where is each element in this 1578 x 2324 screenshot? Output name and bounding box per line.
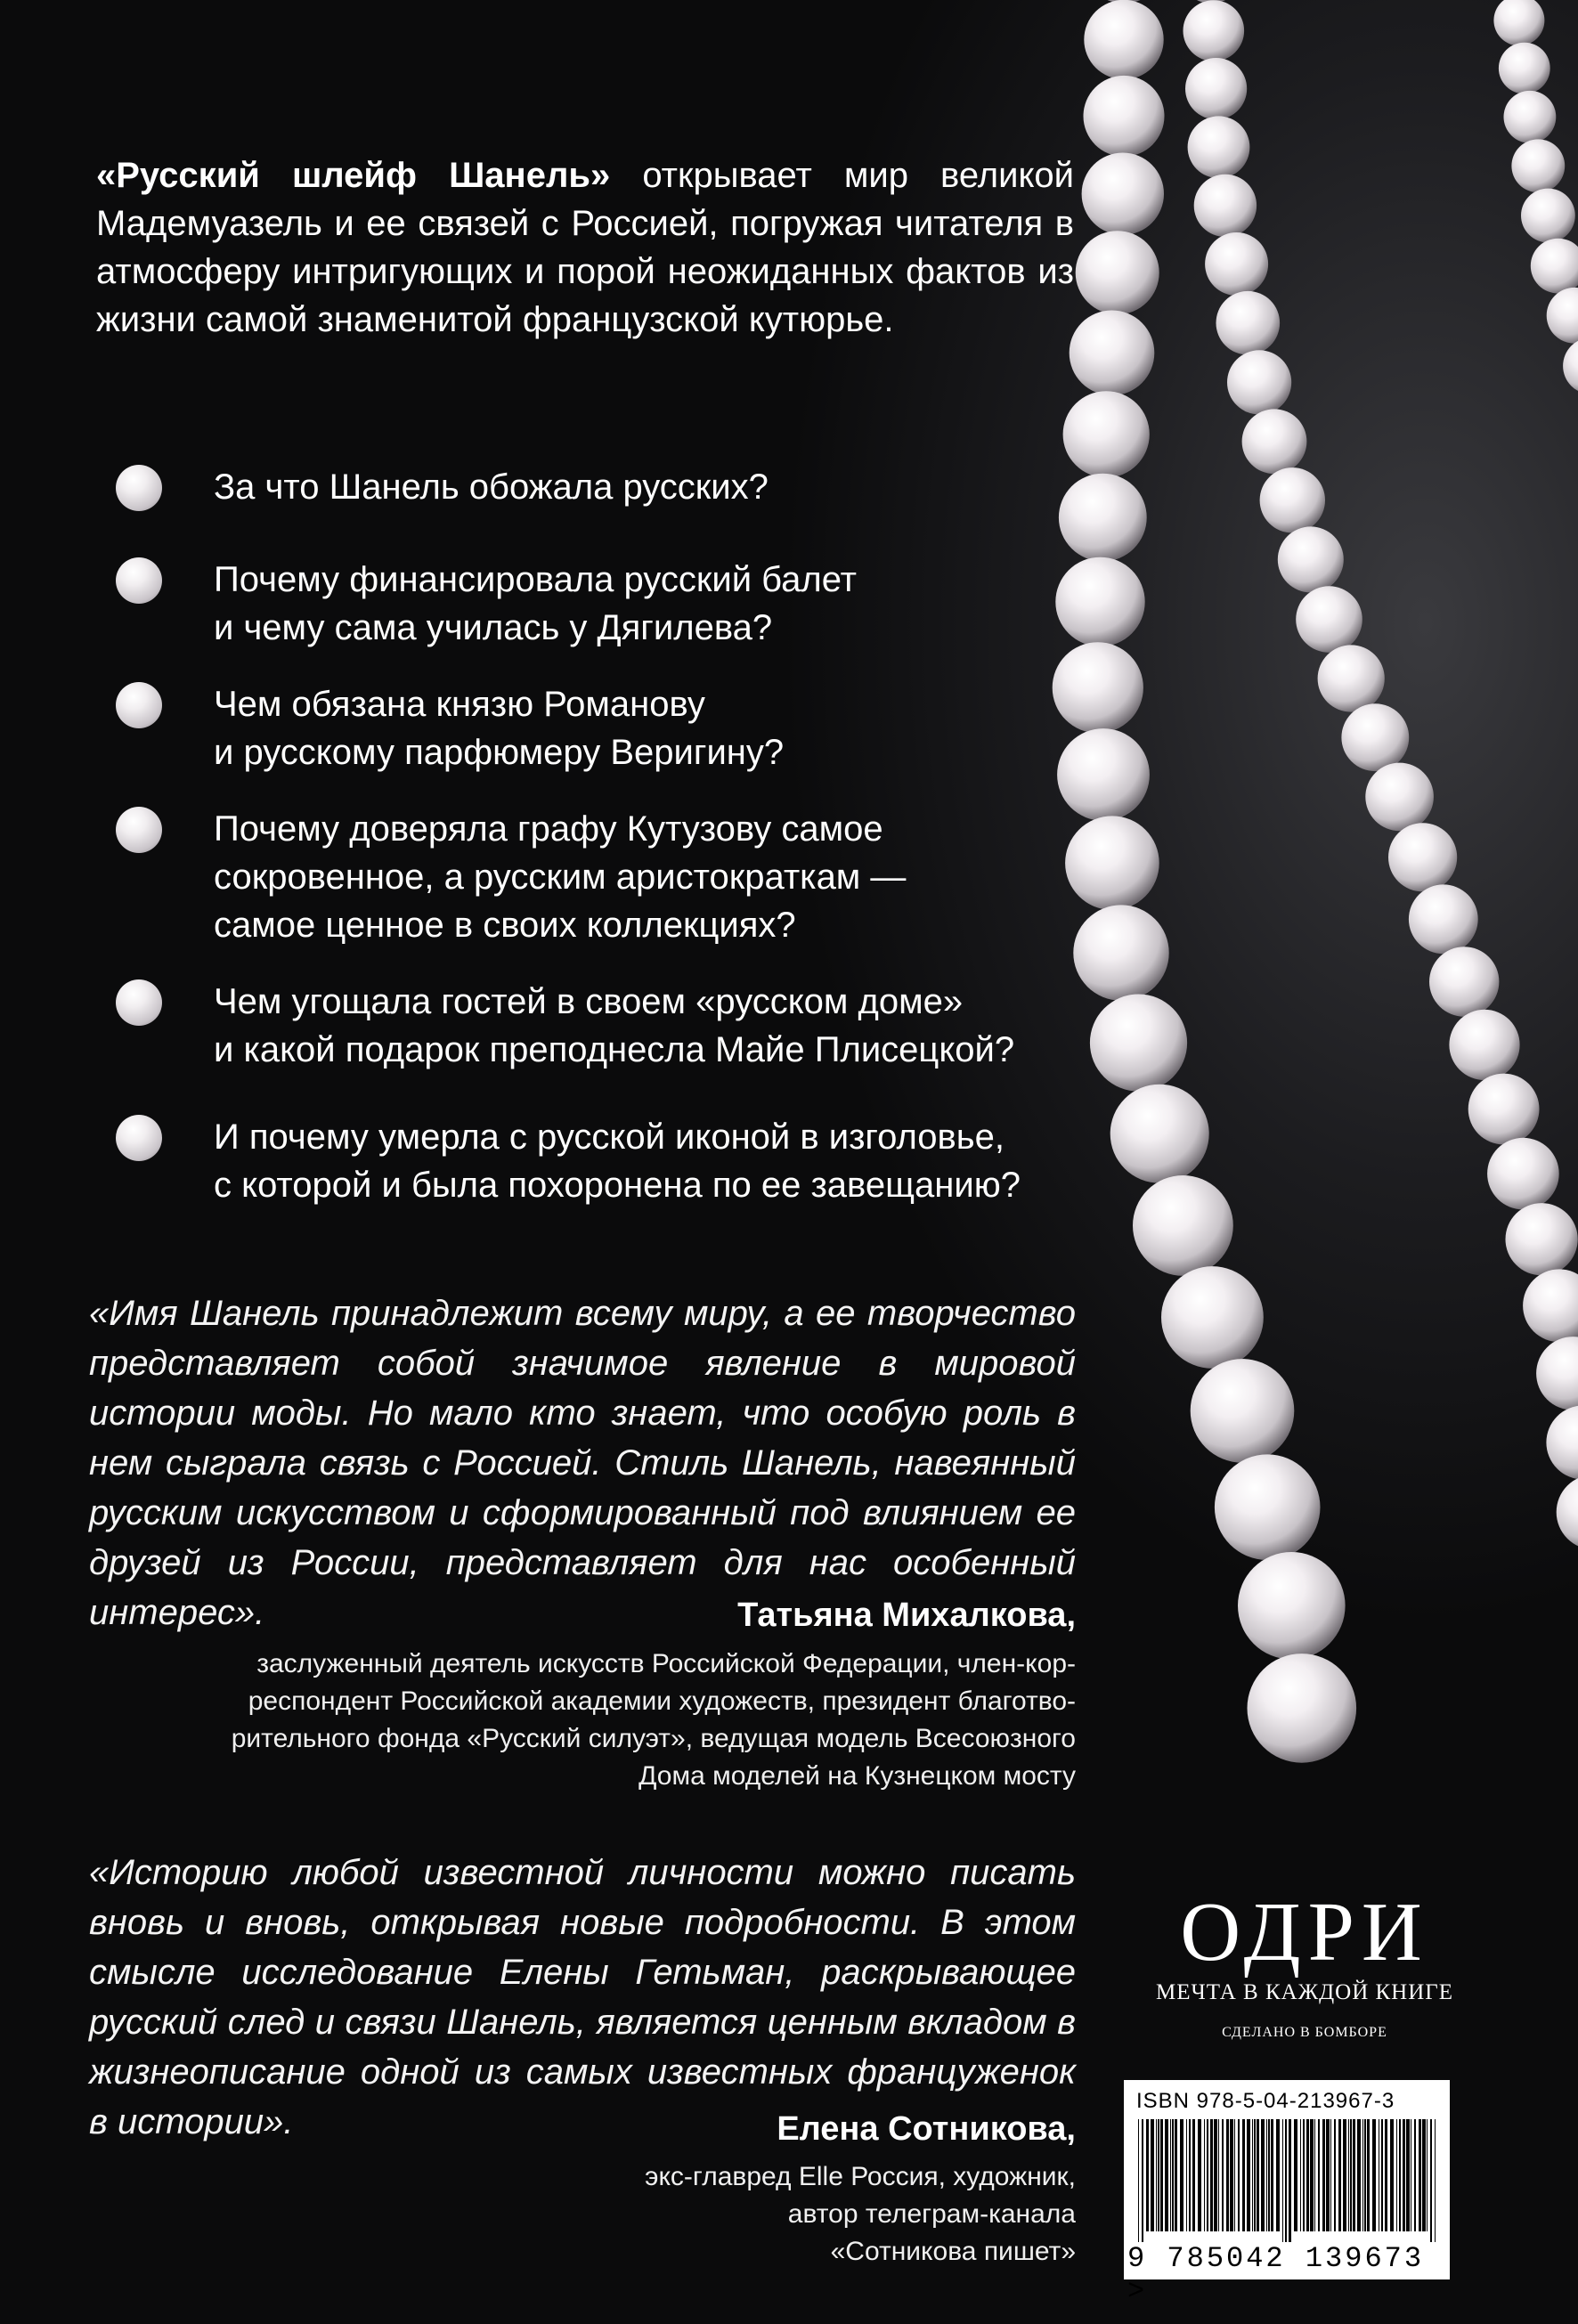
pearl — [1506, 1203, 1578, 1275]
barcode-bar — [1234, 2119, 1235, 2231]
pearl-bullet-icon — [116, 1115, 162, 1161]
isbn-label: ISBN 978-5-04-213967-3 — [1136, 2089, 1395, 2113]
barcode-bar — [1422, 2119, 1426, 2231]
barcode-bar — [1261, 2119, 1265, 2231]
logo-tagline: МЕЧТА В КАЖДОЙ КНИГЕ — [1155, 1980, 1454, 2004]
pearl — [1110, 1085, 1209, 1183]
barcode-bar — [1257, 2119, 1259, 2231]
question-text: Чем обязана князю Романову и русскому парфюмеру Веригину? — [214, 685, 785, 772]
pearl — [1487, 1138, 1559, 1210]
barcode-bar — [1204, 2119, 1205, 2231]
barcode-bar — [1285, 2119, 1287, 2242]
barcode-bar — [1142, 2119, 1143, 2242]
barcode-bar — [1357, 2119, 1361, 2231]
pearl-bullet-icon — [116, 979, 162, 1026]
barcode-bar — [1238, 2119, 1240, 2231]
quote-mikhalkova: «Имя Шанель принадлежит всему миру, а ее творчество представляет собой значимое явление в мировой истории моды. Но мало кто знает, что особую роль в нем сыграла связь с Россией. Стиль Шанель, навеянный русским искусством и сформированный под влиянием ее друзей из России, представляет для нас особенный интерес». — [89, 1294, 1076, 1632]
pearl — [1318, 645, 1385, 711]
barcode-bar — [1334, 2119, 1336, 2231]
barcode-bar — [1294, 2119, 1297, 2231]
barcode-bar — [1218, 2119, 1219, 2231]
pearl — [1191, 1359, 1295, 1463]
pearl — [1260, 467, 1325, 532]
barcode-bar — [1406, 2119, 1410, 2231]
pearl — [1090, 995, 1187, 1092]
barcode-bar — [1242, 2119, 1245, 2231]
list-item — [116, 680, 1104, 776]
barcode-bar — [1180, 2119, 1184, 2231]
pearl — [1215, 1454, 1321, 1560]
pearl-bullet-icon — [116, 682, 162, 728]
barcode-bar — [1172, 2119, 1174, 2231]
quote-credit-sotnikova: экс-главред Elle Россия, художник, автор телеграм-канала «Сотникова пишет» — [645, 2162, 1076, 2266]
barcode-bar — [1192, 2119, 1195, 2231]
quote-author-mikhalkova: Татьяна Михалкова, — [737, 1597, 1076, 1634]
question-text: За что Шанель обожала русских? — [214, 467, 769, 507]
barcode-bar — [1414, 2119, 1416, 2231]
intro-paragraph — [96, 151, 1074, 344]
pearl — [1557, 1475, 1578, 1549]
pearl — [1185, 58, 1247, 119]
barcode-bar — [1419, 2119, 1421, 2231]
barcode-bars — [1138, 2119, 1436, 2242]
pearl — [1547, 288, 1578, 344]
pearl — [1194, 175, 1257, 237]
barcode-bar — [1353, 2119, 1355, 2231]
barcode-bar — [1198, 2119, 1201, 2231]
list-item — [116, 1113, 1104, 1209]
pearl — [1161, 1266, 1264, 1369]
pearl — [1205, 232, 1268, 296]
pearl — [1296, 586, 1362, 653]
question-text: Почему финансировала русский балет и чему сама училась у Дягилева? — [214, 560, 857, 647]
pearl — [1468, 1074, 1540, 1145]
logo-imprint: СДЕЛАНО В БОМБОРЕ — [1222, 2025, 1387, 2040]
barcode-bar — [1396, 2119, 1397, 2231]
barcode-bar — [1390, 2119, 1394, 2231]
barcode-bar — [1435, 2119, 1436, 2242]
barcode-bar — [1326, 2119, 1330, 2231]
barcode-bar — [1170, 2119, 1171, 2231]
quote-author-sotnikova: Елена Сотникова, — [777, 2110, 1076, 2148]
barcode-bar — [1247, 2119, 1250, 2231]
pearl — [1504, 91, 1557, 143]
pearl — [1341, 703, 1409, 771]
barcode-bar — [1156, 2119, 1157, 2231]
barcode-bar — [1160, 2119, 1163, 2231]
pearl — [1278, 526, 1344, 592]
barcode-bar — [1226, 2119, 1229, 2231]
pearl — [1184, 0, 1245, 61]
barcode-bar — [1300, 2119, 1301, 2231]
ean-digits: 9 785042 139673 > — [1127, 2242, 1425, 2308]
barcode-bar — [1385, 2119, 1387, 2231]
barcode-bar — [1310, 2119, 1314, 2231]
barcode-bar — [1189, 2119, 1191, 2231]
question-text: Чем угощала гостей в своем «русском доме» и какой подарок преподнесла Майе Плисецкой? — [214, 982, 1015, 1069]
question-text: И почему умерла с русской иконой в изголовье, с которой и была похоронена по ее завещанию? — [214, 1117, 1021, 1205]
pearl — [1082, 153, 1164, 235]
barcode-bar — [1214, 2119, 1217, 2231]
pearl — [1238, 1552, 1346, 1660]
barcode-bar — [1252, 2119, 1253, 2231]
barcode-bar — [1381, 2119, 1383, 2231]
barcode-bar — [1343, 2119, 1346, 2231]
pearl — [1511, 139, 1565, 192]
barcode-bar — [1338, 2119, 1341, 2231]
pearl — [1546, 1405, 1578, 1479]
barcode-bar — [1165, 2119, 1168, 2231]
isbn-barcode — [1124, 2080, 1450, 2308]
barcode-bar — [1289, 2119, 1291, 2242]
barcode-bar — [1230, 2119, 1233, 2231]
pearl-bullet-icon — [116, 557, 162, 604]
pearl — [1188, 116, 1250, 178]
pearl-bullet-icon — [116, 465, 162, 511]
list-item — [116, 463, 1104, 511]
barcode-bar — [1175, 2119, 1177, 2231]
barcode-bar — [1372, 2119, 1376, 2231]
pearl — [1523, 1269, 1578, 1342]
pearl — [1531, 239, 1578, 294]
barcode-bar — [1138, 2119, 1139, 2242]
barcode-bar — [1276, 2119, 1280, 2231]
barcode-bar — [1186, 2119, 1187, 2231]
barcode-bar — [1430, 2119, 1432, 2242]
pearl — [1536, 1337, 1578, 1410]
barcode-bar — [1207, 2119, 1208, 2231]
quote-sotnikova: «Историю любой известной личности можно писать вновь и вновь, открывая новые подробности. В этом смысле исследование Елены Гетьман, раскрывающее русский след и связи Шанель, является ценным вкладом в жизнеописание одной из самых известных француженок в истории». — [89, 1853, 1076, 2141]
barcode-bar — [1367, 2119, 1370, 2231]
pearl — [1499, 43, 1550, 94]
barcode-bar — [1330, 2119, 1331, 2231]
barcode-bar — [1350, 2119, 1352, 2231]
barcode-bar — [1322, 2119, 1325, 2231]
barcode-bar — [1314, 2119, 1315, 2231]
pearl — [1563, 337, 1578, 394]
barcode-bar — [1364, 2119, 1366, 2231]
pearl — [1216, 291, 1281, 355]
pearl — [1070, 311, 1155, 396]
barcode-bar — [1158, 2119, 1159, 2231]
barcode-bar — [1303, 2119, 1305, 2231]
pearl — [1429, 947, 1499, 1016]
pearl — [1388, 823, 1457, 891]
barcode-bar — [1403, 2119, 1405, 2231]
list-item — [116, 805, 1104, 949]
barcode-bar — [1151, 2119, 1154, 2231]
pearl — [1365, 763, 1434, 832]
barcode-bar — [1399, 2119, 1401, 2231]
logo-wordmark: ОДРИ — [1180, 1886, 1429, 1979]
barcode-bar — [1222, 2119, 1224, 2231]
barcode-bar — [1427, 2119, 1428, 2231]
pearl-bullet-icon — [116, 807, 162, 853]
quote-credit-mikhalkova: заслуженный деятель искусств Российской Федерации, член-кор- респондент Российской академии художеств, президент благотво- рительного фонда «Русский силуэт», ведущая модель Всесоюзного Дома моделей на Кузнецком мосту — [231, 1649, 1076, 1791]
barcode-bar — [1318, 2119, 1320, 2231]
pearl — [1076, 231, 1159, 314]
pearl — [1133, 1175, 1233, 1276]
barcode-bar — [1306, 2119, 1309, 2231]
list-item — [116, 978, 1104, 1074]
barcode-bar — [1282, 2119, 1283, 2242]
barcode-bar — [1146, 2119, 1149, 2231]
publisher-logo — [1149, 1888, 1460, 2041]
pearl — [1084, 0, 1163, 79]
question-text: Почему доверяла графу Кутузову самое сокровенное, а русским аристократкам — самое ценное в своих коллекциях? — [214, 809, 907, 945]
intro-text: открывает мир великой Мадемуазель и ее связей с Россией, погружая читателя в атмосферу интригующих и порой неожиданных фактов из жизни самой знаменитой французской кутюрье. — [96, 156, 1075, 339]
pearl — [1227, 350, 1291, 414]
list-item — [116, 556, 1104, 652]
pearl — [1449, 1010, 1519, 1080]
barcode-bar — [1254, 2119, 1256, 2231]
barcode-bar — [1362, 2119, 1363, 2231]
barcode-bar — [1266, 2119, 1267, 2231]
pearl — [1521, 189, 1575, 243]
book-title: «Русский шлейф Шанель» — [96, 156, 611, 195]
barcode-bar — [1348, 2119, 1349, 2231]
pearl — [1084, 76, 1165, 157]
pearl — [1242, 409, 1307, 474]
barcode-bar — [1268, 2119, 1270, 2231]
barcode-bar — [1271, 2119, 1273, 2231]
pearl — [1409, 884, 1478, 954]
pearl — [1493, 0, 1544, 45]
barcode-bar — [1210, 2119, 1213, 2231]
pearl — [1248, 1654, 1357, 1763]
